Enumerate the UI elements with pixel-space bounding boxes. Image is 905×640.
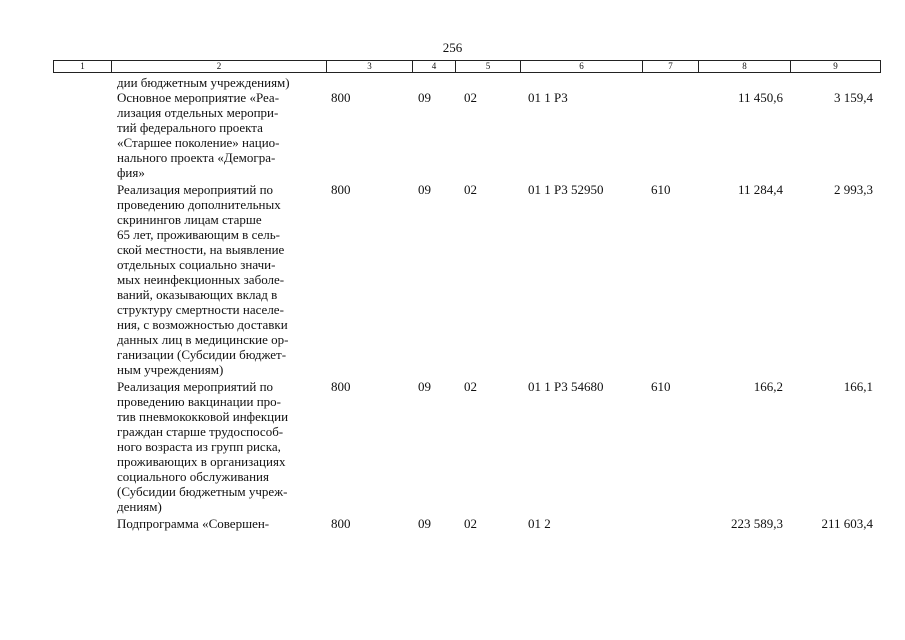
description-line: фия» <box>117 165 145 180</box>
row-description <box>117 379 327 514</box>
cell-ministry: 800 <box>331 516 351 531</box>
description-line: социального обслуживания <box>117 469 269 484</box>
column-header-1: 1 <box>54 61 112 73</box>
cell-subsection: 02 <box>464 90 477 105</box>
description-line: граждан старше трудоспособ- <box>117 424 284 439</box>
cell-amount-9: 211 603,4 <box>821 516 873 531</box>
description-line: Реализация мероприятий по <box>117 182 274 197</box>
description-line: скринингов лицам старше <box>117 212 262 227</box>
description-line: нального проекта «Демогра- <box>117 150 276 165</box>
row-description <box>117 516 327 531</box>
cell-expense-type: 610 <box>651 379 671 394</box>
description-line: ния, с возможностью доставки <box>117 317 288 332</box>
cell-amount-8: 166,2 <box>753 379 783 394</box>
cell-target-article: 01 2 <box>528 516 551 531</box>
description-line: ваний, оказывающих вклад в <box>117 287 278 302</box>
description-line: «Старшее поколение» нацио- <box>117 135 280 150</box>
cell-amount-9: 2 993,3 <box>834 182 873 197</box>
description-line: Основное мероприятие «Реа- <box>117 90 280 105</box>
description-line: Реализация мероприятий по <box>117 379 274 394</box>
cell-ministry: 800 <box>331 379 351 394</box>
description-line: 65 лет, проживающим в сель- <box>117 227 281 242</box>
cell-subsection: 02 <box>464 182 477 197</box>
description-line: тив пневмококковой инфекции <box>117 409 289 424</box>
description-line: данных лиц в медицинские ор- <box>117 332 289 347</box>
cell-section: 09 <box>418 516 431 531</box>
table-body <box>0 75 905 531</box>
description-line: (Субсидии бюджетным учреж- <box>117 484 288 499</box>
table-row <box>0 379 905 514</box>
table-header <box>53 60 881 73</box>
cell-ministry: 800 <box>331 182 351 197</box>
description-line: структуру смертности населе- <box>117 302 284 317</box>
cell-expense-type: 610 <box>651 182 671 197</box>
column-header-9: 9 <box>791 61 881 73</box>
description-line: Подпрограмма «Совершен- <box>117 516 270 531</box>
description-line: мых неинфекционных заболе- <box>117 272 285 287</box>
description-line: проведению дополнительных <box>117 197 281 212</box>
cell-amount-9: 166,1 <box>843 379 873 394</box>
description-line: отдельных социально значи- <box>117 257 276 272</box>
column-header-5: 5 <box>456 61 521 73</box>
description-line: ганизации (Субсидии бюджет- <box>117 347 287 362</box>
table-row <box>0 90 905 180</box>
column-header-3: 3 <box>327 61 413 73</box>
cell-section: 09 <box>418 379 431 394</box>
row-description <box>117 182 327 377</box>
cell-amount-8: 223 589,3 <box>731 516 783 531</box>
table-row <box>0 182 905 377</box>
description-line: лизация отдельных меропри- <box>117 105 279 120</box>
description-line: тий федерального проекта <box>117 120 263 135</box>
cell-target-article: 01 1 P3 52950 <box>528 182 604 197</box>
cell-subsection: 02 <box>464 379 477 394</box>
cell-amount-8: 11 284,4 <box>737 182 783 197</box>
cell-section: 09 <box>418 90 431 105</box>
cell-amount-9: 3 159,4 <box>834 90 873 105</box>
cell-target-article: 01 1 P3 54680 <box>528 379 604 394</box>
cell-amount-8: 11 450,6 <box>737 90 783 105</box>
table-row <box>0 516 905 531</box>
column-header-2: 2 <box>112 61 327 73</box>
description-line: ным учреждениям) <box>117 362 224 377</box>
description-line: дениям) <box>117 499 162 514</box>
description-line: ской местности, на выявление <box>117 242 285 257</box>
description-line: проживающих в организациях <box>117 454 286 469</box>
cell-subsection: 02 <box>464 516 477 531</box>
column-header-8: 8 <box>699 61 791 73</box>
description-line: проведению вакцинации про- <box>117 394 281 409</box>
cell-section: 09 <box>418 182 431 197</box>
column-header-4: 4 <box>413 61 456 73</box>
cell-target-article: 01 1 P3 <box>528 90 568 105</box>
page-number: 256 <box>442 40 463 55</box>
column-header-6: 6 <box>521 61 643 73</box>
continuation-text: дии бюджетным учреждениям) <box>117 75 290 90</box>
cell-ministry: 800 <box>331 90 351 105</box>
continuation-row <box>0 75 905 90</box>
column-header-7: 7 <box>643 61 699 73</box>
description-line: ного возраста из групп риска, <box>117 439 281 454</box>
row-description <box>117 90 327 180</box>
